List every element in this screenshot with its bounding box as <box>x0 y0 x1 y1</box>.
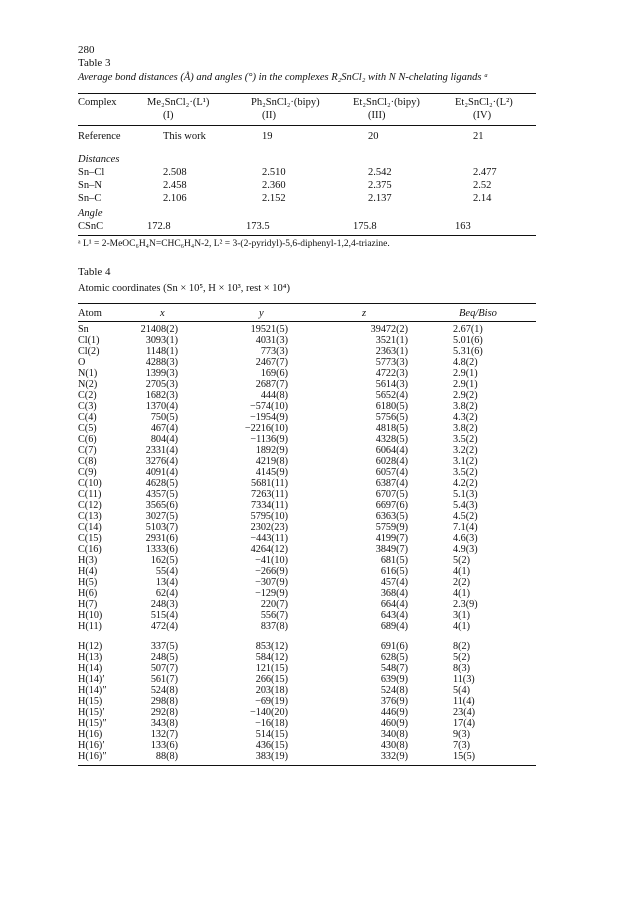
table3-row-label: Sn–Cl <box>78 167 105 178</box>
page-number: 280 <box>78 44 95 56</box>
atom-cell: C(5) <box>78 423 97 434</box>
atom-cell: H(3) <box>78 555 98 566</box>
z-cell: 3521(1) <box>375 335 408 346</box>
table3-value: 173.5 <box>246 221 270 232</box>
b-cell: 5(2) <box>453 652 470 663</box>
table4-col-y: y <box>259 308 264 319</box>
atom-cell: H(11) <box>78 621 102 632</box>
atom-cell: C(13) <box>78 511 102 522</box>
y-cell: 1892(9) <box>255 445 288 456</box>
table-row <box>78 368 536 379</box>
table-row <box>78 566 536 577</box>
atom-cell: H(13) <box>78 652 103 663</box>
y-cell: 773(3) <box>260 346 288 357</box>
table3-reference-2: 19 <box>262 131 273 142</box>
table-row <box>78 456 536 467</box>
table4-bottom-rule <box>78 765 536 766</box>
table-row <box>78 445 536 456</box>
table4-top-rule <box>78 303 536 304</box>
y-cell: 2467(7) <box>255 357 288 368</box>
x-cell: 5103(7) <box>145 522 178 533</box>
b-cell: 4.8(2) <box>453 357 478 368</box>
table-row <box>78 434 536 445</box>
table3-label: Table 3 <box>78 57 111 69</box>
table4-label: Table 4 <box>78 266 111 278</box>
table3-col-2: Ph₂SnCl₂·(bipy) <box>251 97 320 108</box>
z-cell: 681(5) <box>380 555 408 566</box>
z-cell: 4328(5) <box>375 434 408 445</box>
b-cell: 5.31(6) <box>453 346 483 357</box>
x-cell: 55(4) <box>155 566 178 577</box>
table-row <box>78 621 536 632</box>
b-cell: 5(2) <box>453 555 470 566</box>
table-row <box>78 478 536 489</box>
table3-value: 175.8 <box>353 221 377 232</box>
atom-cell: C(4) <box>78 412 97 423</box>
z-cell: 639(9) <box>380 674 408 685</box>
z-cell: 460(9) <box>380 718 408 729</box>
atom-cell: C(2) <box>78 390 97 401</box>
x-cell: 133(6) <box>150 740 178 751</box>
x-cell: 292(8) <box>150 707 178 718</box>
table-row <box>78 751 536 762</box>
b-cell: 15(5) <box>453 751 476 762</box>
table-row <box>78 489 536 500</box>
x-cell: 467(4) <box>150 423 178 434</box>
atom-cell: H(15)′ <box>78 707 105 718</box>
table4-col-b: Beq/Biso <box>459 308 497 319</box>
atom-cell: H(16) <box>78 729 103 740</box>
b-cell: 3.5(2) <box>453 434 478 445</box>
y-cell: 4031(3) <box>255 335 288 346</box>
table-row <box>78 467 536 478</box>
x-cell: 472(4) <box>150 621 178 632</box>
table-row <box>78 533 536 544</box>
x-cell: 162(5) <box>150 555 178 566</box>
table3-value: 2.477 <box>473 167 497 178</box>
z-cell: 664(4) <box>380 599 408 610</box>
table3-col-4: Et₂SnCl₂·(L²) <box>455 97 513 108</box>
b-cell: 4.3(2) <box>453 412 478 423</box>
z-cell: 4722(3) <box>375 368 408 379</box>
z-cell: 691(6) <box>380 641 408 652</box>
z-cell: 548(7) <box>380 663 408 674</box>
y-cell: −69(19) <box>255 696 288 707</box>
z-cell: 5756(5) <box>375 412 408 423</box>
b-cell: 23(4) <box>453 707 476 718</box>
table3-reference-label: Reference <box>78 131 121 142</box>
table4-header-rule <box>78 321 536 322</box>
table-row <box>78 511 536 522</box>
x-cell: 21408(2) <box>140 324 178 335</box>
table4-col-z: z <box>362 308 367 319</box>
atom-cell: C(6) <box>78 434 97 445</box>
table-row <box>78 685 536 696</box>
b-cell: 3.8(2) <box>453 423 478 434</box>
x-cell: 4288(3) <box>145 357 178 368</box>
x-cell: 298(8) <box>150 696 178 707</box>
y-cell: −129(9) <box>255 588 288 599</box>
table-row <box>78 335 536 346</box>
y-cell: 436(15) <box>255 740 288 751</box>
y-cell: −307(9) <box>255 577 288 588</box>
table3-value: 2.106 <box>163 193 187 204</box>
atom-cell: H(4) <box>78 566 98 577</box>
b-cell: 3(1) <box>453 610 470 621</box>
z-cell: 6028(4) <box>375 456 408 467</box>
x-cell: 507(7) <box>150 663 178 674</box>
z-cell: 332(9) <box>380 751 408 762</box>
atom-cell: C(16) <box>78 544 102 555</box>
y-cell: 220(7) <box>260 599 288 610</box>
z-cell: 524(8) <box>380 685 408 696</box>
y-cell: 5795(10) <box>250 511 288 522</box>
atom-cell: C(3) <box>78 401 97 412</box>
atom-cell: N(2) <box>78 379 98 390</box>
b-cell: 2(2) <box>453 577 470 588</box>
table-row <box>78 401 536 412</box>
b-cell: 2.3(9) <box>453 599 478 610</box>
x-cell: 561(7) <box>150 674 178 685</box>
b-cell: 2.9(1) <box>453 379 478 390</box>
b-cell: 5.4(3) <box>453 500 478 511</box>
z-cell: 368(4) <box>380 588 408 599</box>
y-cell: −16(18) <box>255 718 288 729</box>
table-row <box>78 610 536 621</box>
x-cell: 13(4) <box>155 577 178 588</box>
table-row <box>78 652 536 663</box>
y-cell: 837(8) <box>260 621 288 632</box>
atom-cell: H(7) <box>78 599 98 610</box>
b-cell: 4(1) <box>453 566 470 577</box>
z-cell: 6057(4) <box>375 467 408 478</box>
atom-cell: C(9) <box>78 467 97 478</box>
table-row <box>78 718 536 729</box>
z-cell: 6064(4) <box>375 445 408 456</box>
table3-angle-heading: Angle <box>78 208 103 219</box>
y-cell: −1954(9) <box>250 412 288 423</box>
y-cell: 444(8) <box>260 390 288 401</box>
atom-cell: H(5) <box>78 577 98 588</box>
z-cell: 3849(7) <box>375 544 408 555</box>
table4-caption: Atomic coordinates (Sn × 10⁵, H × 10³, rest × 10⁴) <box>78 283 290 294</box>
atom-cell: Sn <box>78 324 89 335</box>
x-cell: 1370(4) <box>145 401 178 412</box>
y-cell: 4145(9) <box>255 467 288 478</box>
b-cell: 9(3) <box>453 729 470 740</box>
x-cell: 248(3) <box>150 599 178 610</box>
x-cell: 4357(5) <box>145 489 178 500</box>
z-cell: 457(4) <box>380 577 408 588</box>
table-row <box>78 324 536 335</box>
table3-value: 2.542 <box>368 167 392 178</box>
b-cell: 3.1(2) <box>453 456 478 467</box>
z-cell: 5773(3) <box>375 357 408 368</box>
table3-value: 2.375 <box>368 180 392 191</box>
b-cell: 5.01(6) <box>453 335 483 346</box>
b-cell: 2.9(2) <box>453 390 478 401</box>
table3-value: 2.508 <box>163 167 187 178</box>
b-cell: 4(1) <box>453 588 470 599</box>
b-cell: 7(3) <box>453 740 470 751</box>
b-cell: 4.6(3) <box>453 533 478 544</box>
b-cell: 11(4) <box>453 696 475 707</box>
atom-cell: H(16)″ <box>78 751 107 762</box>
y-cell: 7334(11) <box>251 500 288 511</box>
z-cell: 2363(1) <box>375 346 408 357</box>
z-cell: 376(9) <box>380 696 408 707</box>
table3-caption: Average bond distances (Å) and angles (°) in the complexes R₂SnCl₂ with N N-chelating ligands ᵃ <box>78 72 489 83</box>
table3-value: 2.137 <box>368 193 392 204</box>
z-cell: 6387(4) <box>375 478 408 489</box>
y-cell: 584(12) <box>255 652 288 663</box>
atom-cell: C(8) <box>78 456 97 467</box>
table3-footnote: ᵃ L¹ = 2-MeOC₆H₄N=CHC₆H₄N-2, L² = 3-(2-pyridyl)-5,6-diphenyl-1,2,4-triazine. <box>78 239 390 249</box>
atom-cell: Cl(2) <box>78 346 100 357</box>
b-cell: 4.9(3) <box>453 544 478 555</box>
atom-cell: Cl(1) <box>78 335 100 346</box>
table3-numeral-2: (II) <box>262 110 276 121</box>
y-cell: 4219(8) <box>255 456 288 467</box>
z-cell: 430(8) <box>380 740 408 751</box>
z-cell: 5614(3) <box>375 379 408 390</box>
x-cell: 2331(4) <box>145 445 178 456</box>
y-cell: −1136(9) <box>250 434 288 445</box>
table-row <box>78 544 536 555</box>
b-cell: 2.9(1) <box>453 368 478 379</box>
y-cell: 2687(7) <box>255 379 288 390</box>
atom-cell: H(6) <box>78 588 98 599</box>
atom-cell: H(15) <box>78 696 103 707</box>
table-row <box>78 696 536 707</box>
b-cell: 8(3) <box>453 663 470 674</box>
table-row <box>78 707 536 718</box>
table3-distances-heading: Distances <box>78 154 120 165</box>
atom-cell: N(1) <box>78 368 98 379</box>
atom-cell: O <box>78 357 86 368</box>
table3-row-label: Sn–C <box>78 193 102 204</box>
atom-cell: C(11) <box>78 489 102 500</box>
table-row <box>78 500 536 511</box>
x-cell: 1682(3) <box>145 390 178 401</box>
atom-cell: C(15) <box>78 533 102 544</box>
atom-cell: H(14)″ <box>78 685 107 696</box>
y-cell: 853(12) <box>255 641 288 652</box>
atom-cell: H(14) <box>78 663 103 674</box>
x-cell: 337(5) <box>150 641 178 652</box>
table3-value: 172.8 <box>147 221 171 232</box>
z-cell: 5759(9) <box>375 522 408 533</box>
table3-value: 163 <box>455 221 471 232</box>
table-row <box>78 346 536 357</box>
b-cell: 4.2(2) <box>453 478 478 489</box>
table-row <box>78 740 536 751</box>
x-cell: 2705(3) <box>145 379 178 390</box>
x-cell: 248(5) <box>150 652 178 663</box>
x-cell: 1333(6) <box>145 544 178 555</box>
table3-value: 2.52 <box>473 180 492 191</box>
table3-header-rule <box>78 125 536 126</box>
table4-col-x: x <box>160 308 165 319</box>
table-row <box>78 357 536 368</box>
x-cell: 4628(5) <box>145 478 178 489</box>
table3-value: 2.510 <box>262 167 286 178</box>
z-cell: 4199(7) <box>375 533 408 544</box>
atom-cell: H(12) <box>78 641 103 652</box>
z-cell: 5652(4) <box>375 390 408 401</box>
z-cell: 689(4) <box>380 621 408 632</box>
table-row <box>78 641 536 652</box>
table3-col-complex: Complex <box>78 97 117 108</box>
atom-cell: H(14)′ <box>78 674 105 685</box>
table-row <box>78 379 536 390</box>
x-cell: 750(5) <box>150 412 178 423</box>
table3-value: 2.458 <box>163 180 187 191</box>
z-cell: 616(5) <box>380 566 408 577</box>
atom-cell: C(10) <box>78 478 102 489</box>
z-cell: 6180(5) <box>375 401 408 412</box>
table3-numeral-1: (I) <box>163 110 174 121</box>
table-row <box>78 577 536 588</box>
x-cell: 3093(1) <box>145 335 178 346</box>
y-cell: 203(18) <box>255 685 288 696</box>
y-cell: 19521(5) <box>250 324 288 335</box>
table-row <box>78 522 536 533</box>
table3-numeral-4: (IV) <box>473 110 492 121</box>
z-cell: 643(4) <box>380 610 408 621</box>
y-cell: −266(9) <box>255 566 288 577</box>
x-cell: 343(8) <box>150 718 178 729</box>
y-cell: −2216(10) <box>244 423 288 434</box>
b-cell: 7.1(4) <box>453 522 478 533</box>
x-cell: 2931(6) <box>145 533 178 544</box>
atom-cell: C(12) <box>78 500 102 511</box>
table-row <box>78 555 536 566</box>
table3-value: 2.360 <box>262 180 286 191</box>
z-cell: 446(9) <box>380 707 408 718</box>
table3-row-label: Sn–N <box>78 180 102 191</box>
b-cell: 4.5(2) <box>453 511 478 522</box>
table3-row-label: CSnC <box>78 221 104 232</box>
table-row <box>78 588 536 599</box>
x-cell: 4091(4) <box>145 467 178 478</box>
atom-cell: C(14) <box>78 522 102 533</box>
table-row <box>78 412 536 423</box>
y-cell: −140(20) <box>250 707 288 718</box>
table3-value: 2.14 <box>473 193 492 204</box>
x-cell: 1399(3) <box>145 368 178 379</box>
table3-reference-4: 21 <box>473 131 484 142</box>
table3-numeral-3: (III) <box>368 110 386 121</box>
b-cell: 17(4) <box>453 718 476 729</box>
z-cell: 340(8) <box>380 729 408 740</box>
y-cell: 556(7) <box>260 610 288 621</box>
y-cell: 383(19) <box>255 751 288 762</box>
y-cell: 2302(23) <box>250 522 288 533</box>
y-cell: −41(10) <box>255 555 288 566</box>
x-cell: 515(4) <box>150 610 178 621</box>
table4-col-atom: Atom <box>78 308 102 319</box>
table-row <box>78 663 536 674</box>
y-cell: −574(10) <box>250 401 288 412</box>
y-cell: 7263(11) <box>251 489 288 500</box>
table3-top-rule <box>78 93 536 94</box>
y-cell: 266(15) <box>255 674 288 685</box>
x-cell: 3276(4) <box>145 456 178 467</box>
table3-reference-3: 20 <box>368 131 379 142</box>
b-cell: 11(3) <box>453 674 475 685</box>
x-cell: 132(7) <box>150 729 178 740</box>
y-cell: 4264(12) <box>250 544 288 555</box>
y-cell: 514(15) <box>255 729 288 740</box>
x-cell: 88(8) <box>155 751 178 762</box>
b-cell: 5.1(3) <box>453 489 478 500</box>
atom-cell: H(10) <box>78 610 103 621</box>
z-cell: 4818(5) <box>375 423 408 434</box>
z-cell: 6697(6) <box>375 500 408 511</box>
x-cell: 62(4) <box>155 588 178 599</box>
b-cell: 5(4) <box>453 685 470 696</box>
y-cell: 169(6) <box>260 368 288 379</box>
table4-body <box>78 324 536 766</box>
table-row <box>78 729 536 740</box>
x-cell: 804(4) <box>150 434 178 445</box>
table-row <box>78 599 536 610</box>
atom-cell: H(15)″ <box>78 718 107 729</box>
table-row <box>78 674 536 685</box>
z-cell: 39472(2) <box>370 324 408 335</box>
y-cell: 5681(11) <box>251 478 288 489</box>
x-cell: 3027(5) <box>145 511 178 522</box>
table3-col-3: Et₂SnCl₂·(bipy) <box>353 97 420 108</box>
atom-cell: H(16)′ <box>78 740 105 751</box>
b-cell: 8(2) <box>453 641 470 652</box>
z-cell: 6707(5) <box>375 489 408 500</box>
b-cell: 2.67(1) <box>453 324 483 335</box>
x-cell: 524(8) <box>150 685 178 696</box>
b-cell: 4(1) <box>453 621 470 632</box>
b-cell: 3.8(2) <box>453 401 478 412</box>
y-cell: −443(11) <box>250 533 288 544</box>
table3-reference-1: This work <box>163 131 206 142</box>
table3-value: 2.152 <box>262 193 286 204</box>
table3-col-1: Me₂SnCl₂·(L¹) <box>147 97 210 108</box>
z-cell: 6363(5) <box>375 511 408 522</box>
table3-bottom-rule <box>78 235 536 236</box>
table-row <box>78 423 536 434</box>
y-cell: 121(15) <box>255 663 288 674</box>
table-row <box>78 390 536 401</box>
x-cell: 1148(1) <box>146 346 178 357</box>
x-cell: 3565(6) <box>145 500 178 511</box>
b-cell: 3.5(2) <box>453 467 478 478</box>
z-cell: 628(5) <box>380 652 408 663</box>
atom-cell: C(7) <box>78 445 97 456</box>
b-cell: 3.2(2) <box>453 445 478 456</box>
